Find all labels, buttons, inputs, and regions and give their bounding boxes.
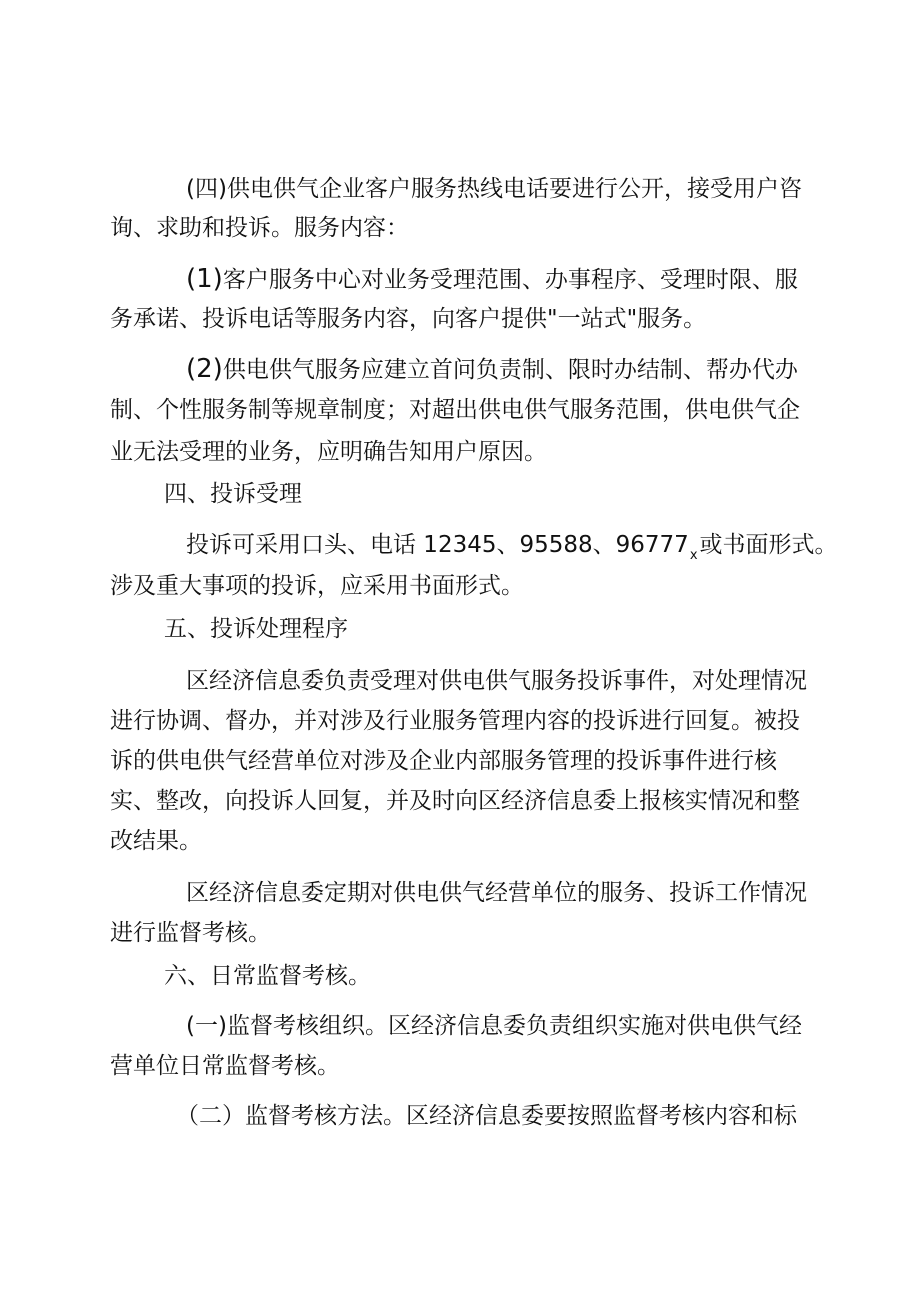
paragraph-line: 诉的供电供气经营单位对涉及企业内部服务管理的投诉事件进行核 [110,748,777,774]
paragraph-line: （二）监督考核方法。区经济信息委要按照监督考核内容和标 [176,1103,797,1129]
paragraph-line: 制、个性服务制等规章制度；对超出供电供气服务范围，供电供气企 [110,397,800,423]
paragraph-line: 业无法受理的业务，应明确告知用户原因。 [110,439,547,465]
paragraph-line: 实、整改，向投诉人回复，并及时向区经济信息委上报核实情况和整 [110,788,800,814]
section-heading: 六、日常监督考核。 [164,963,371,989]
paragraph-text: 客户服务中心对业务受理范围、办事程序、受理时限、服 [222,267,798,293]
paragraph-line: (一)监督考核组织。区经济信息委负责组织实施对供电供气经 [186,1013,802,1039]
paragraph-line: 进行监督考核。 [110,920,271,946]
paragraph-line: 区经济信息委定期对供电供气经营单位的服务、投诉工作情况 [186,880,807,906]
section-heading: 四、投诉受理 [164,481,302,507]
paragraph-line: 营单位日常监督考核。 [110,1053,340,1079]
paragraph-text: 供电供气服务应建立首问负责制、限时办结制、帮办代办 [222,357,798,383]
paragraph-line: 改结果。 [110,828,202,854]
list-number: (1) [186,264,223,294]
paragraph-line: 务承诺、投诉电话等服务内容，向客户提供"一站式"服务。 [110,306,707,332]
paragraph-line [186,264,798,295]
subscript-mark: x [689,548,698,563]
paragraph-line [186,530,838,564]
paragraph-line: 涉及重大事项的投诉，应采用书面形式。 [110,573,524,599]
paragraph-line [186,354,798,385]
paragraph-text: 投诉可采用口头、电话 12345、95588、96777 [186,532,689,558]
paragraph-text: 或书面形式。 [699,532,838,558]
paragraph-line: 进行协调、督办，并对涉及行业服务管理内容的投诉进行回复。被投 [110,708,800,734]
paragraph-line: (四)供电供气企业客户服务热线电话要进行公开，接受用户咨 [186,176,802,202]
paragraph-line: 区经济信息委负责受理对供电供气服务投诉事件，对处理情况 [186,668,807,694]
section-heading: 五、投诉处理程序 [164,616,348,642]
paragraph-line: 询、求助和投诉。服务内容： [110,215,409,241]
list-number: (2) [186,354,223,384]
